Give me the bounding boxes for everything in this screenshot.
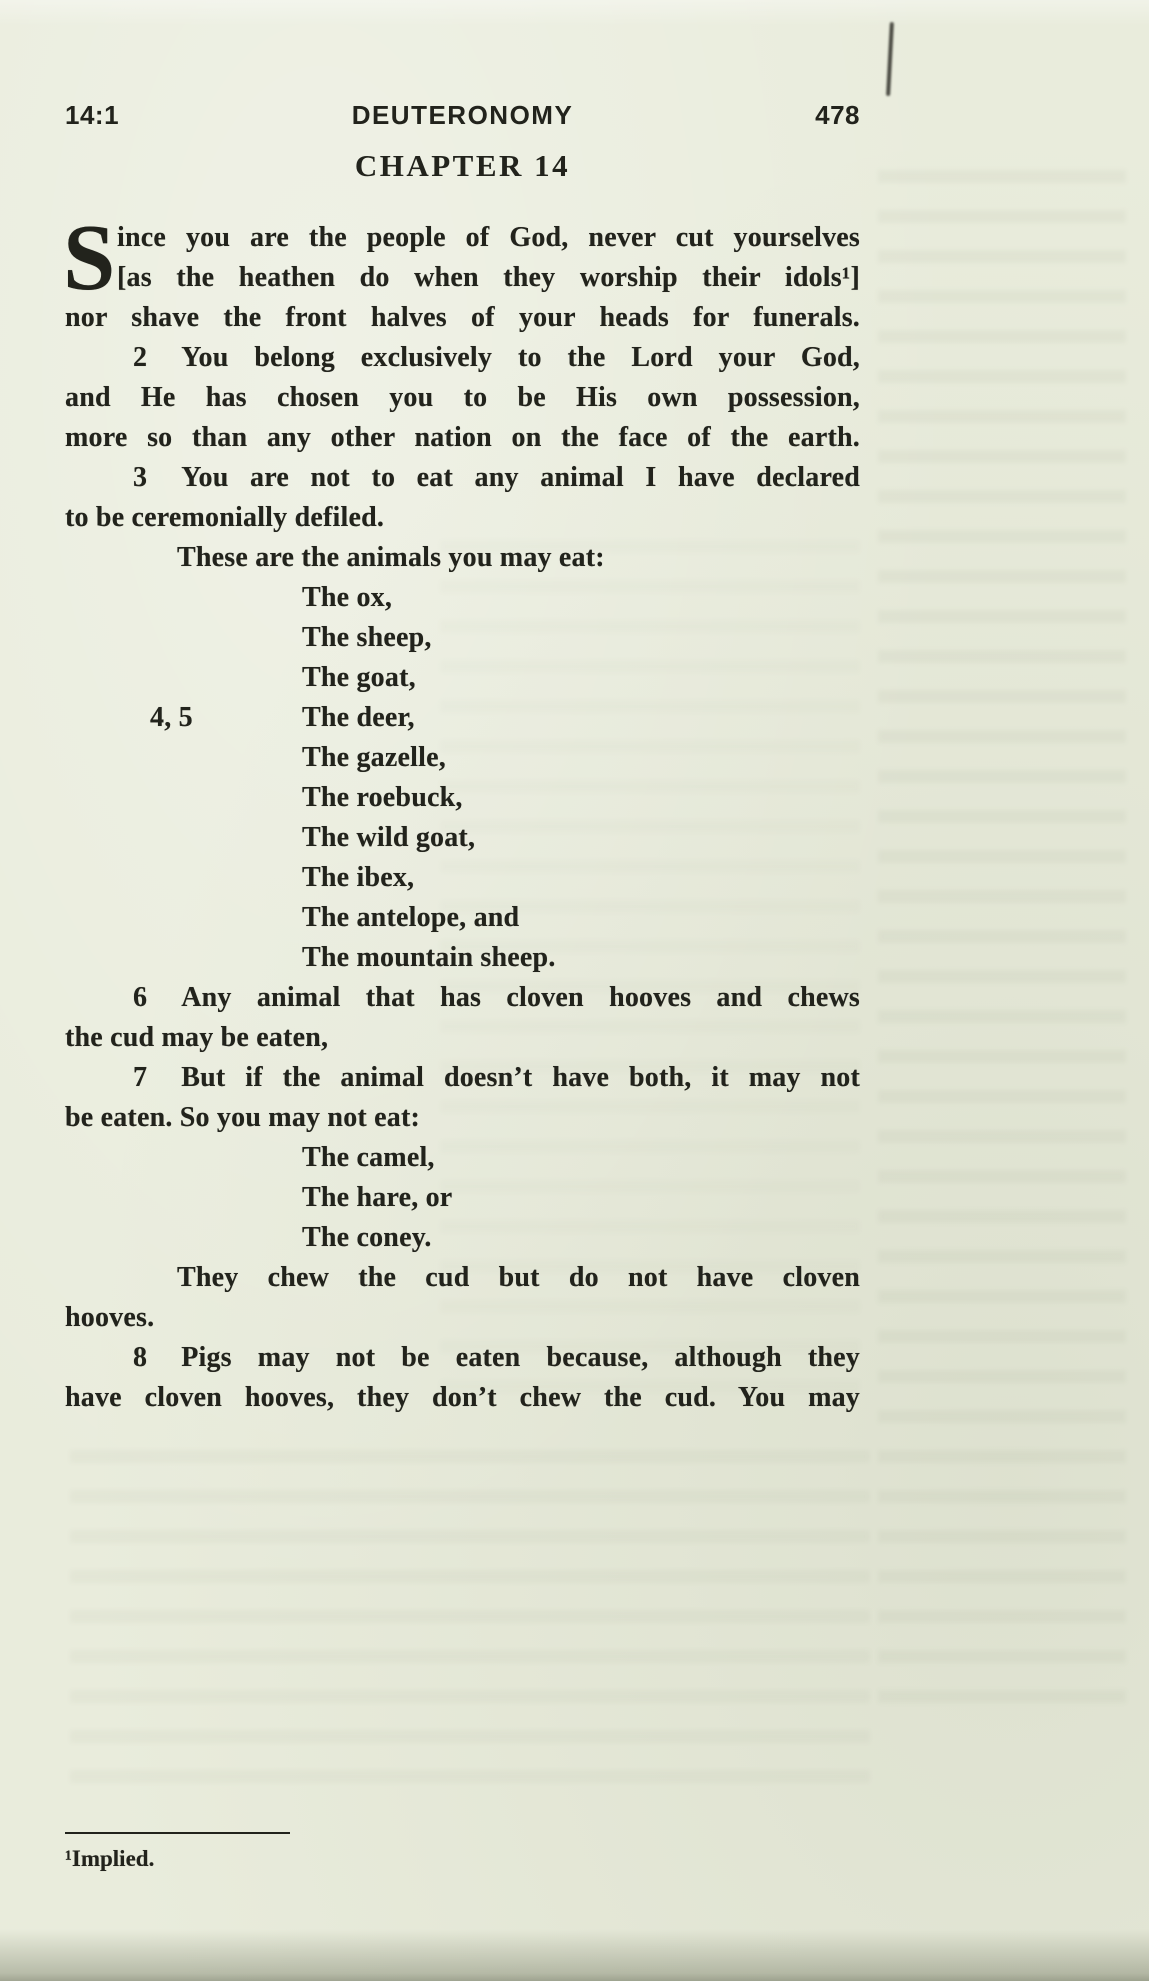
body-text — [63, 206, 860, 1418]
animal-list-item — [65, 858, 860, 898]
animal-list-item — [65, 618, 860, 658]
verse-number: 8 — [133, 1342, 148, 1373]
line-text: Any animal that has cloven hooves and chews — [181, 982, 860, 1013]
line-text: to be ceremonially defiled. — [65, 502, 385, 533]
verse-number: 7 — [133, 1062, 148, 1093]
verse-number: 3 — [133, 462, 148, 493]
footnote-rule — [65, 1832, 290, 1834]
verse-7-line — [65, 1298, 860, 1338]
footnote — [65, 1832, 860, 1874]
line-text: nor shave the front halves of your heads for funerals. — [65, 302, 860, 333]
drop-cap: S — [63, 206, 116, 310]
bottom-edge-shadow — [0, 1929, 1149, 1981]
line-text: Pigs may not be eaten because, although they — [181, 1342, 860, 1373]
line-text: The goat, — [302, 662, 416, 693]
line-text: The coney. — [302, 1222, 432, 1253]
line-text: [as the heathen do when they worship their idols¹] — [117, 262, 860, 293]
chapter-heading: CHAPTER 14 — [354, 148, 571, 183]
line-text: They chew the cud but do not have cloven — [177, 1262, 860, 1293]
animal-list-item — [65, 698, 860, 738]
unclean-list-item — [65, 1138, 860, 1178]
verse-number: 2 — [133, 342, 148, 373]
verse-2-line — [65, 338, 860, 378]
verse-1-line — [65, 298, 860, 338]
line-text: The wild goat, — [302, 822, 476, 853]
running-head — [65, 100, 860, 131]
verse-1-line — [65, 258, 860, 298]
verse-6-line — [65, 1018, 860, 1058]
line-text: The ibex, — [302, 862, 415, 893]
line-text: The deer, — [302, 702, 415, 733]
scan-artifact-streak — [886, 22, 894, 96]
line-text: The roebuck, — [302, 782, 463, 813]
line-text: the cud may be eaten, — [65, 1022, 329, 1053]
unclean-list-item — [65, 1178, 860, 1218]
line-text: You belong exclusively to the Lord your God, — [181, 342, 860, 373]
animal-list-item — [65, 818, 860, 858]
animal-list-item — [65, 778, 860, 818]
line-text: The mountain sheep. — [302, 942, 556, 973]
clean-animals-intro — [65, 538, 860, 578]
line-text: hooves. — [65, 1302, 155, 1333]
line-text: have cloven hooves, they don’t chew the cud. You may — [65, 1382, 860, 1413]
verse-8-line — [65, 1338, 860, 1378]
verse-2-line — [65, 378, 860, 418]
unclean-list-item — [65, 1218, 860, 1258]
line-text: You are not to eat any animal I have declared — [181, 462, 860, 493]
line-text: The hare, or — [302, 1182, 453, 1213]
bleedthrough-ghost — [70, 1450, 870, 1800]
verse-6-line — [65, 978, 860, 1018]
top-edge-shade — [0, 0, 1149, 26]
footnote-text: ¹Implied. — [65, 1846, 155, 1871]
verse-8-line — [65, 1378, 860, 1418]
book-title: DEUTERONOMY — [351, 100, 574, 130]
verse-3-line — [65, 498, 860, 538]
line-text: ince you are the people of God, never cut yourselves — [117, 222, 860, 253]
line-text: The sheep, — [302, 622, 432, 653]
verse-reference: 14:1 — [65, 100, 120, 130]
bleedthrough-ghost — [878, 170, 1126, 1730]
verse-7-line — [65, 1058, 860, 1098]
line-text: more so than any other nation on the face of the earth. — [65, 422, 860, 453]
line-text: be eaten. So you may not eat: — [65, 1102, 420, 1133]
line-text: The ox, — [302, 582, 393, 613]
page-number: 478 — [815, 100, 860, 130]
verse-number: 6 — [133, 982, 148, 1013]
line-text: The camel, — [302, 1142, 435, 1173]
verse-2-line — [65, 418, 860, 458]
animal-list-item — [65, 738, 860, 778]
line-text: But if the animal doesn’t have both, it may not — [181, 1062, 860, 1093]
verse-7-line — [65, 1098, 860, 1138]
verse-marker: 4, 5 — [150, 702, 193, 733]
animal-list-item — [65, 658, 860, 698]
line-text: and He has chosen you to be His own possession, — [65, 382, 860, 413]
animal-list-item — [65, 898, 860, 938]
animal-list-item — [65, 938, 860, 978]
animal-list-item — [65, 578, 860, 618]
line-text: The gazelle, — [302, 742, 446, 773]
line-text: The antelope, and — [302, 902, 520, 933]
line-text: These are the animals you may eat: — [177, 542, 605, 573]
verse-7-line — [65, 1258, 860, 1298]
verse-3-line — [65, 458, 860, 498]
